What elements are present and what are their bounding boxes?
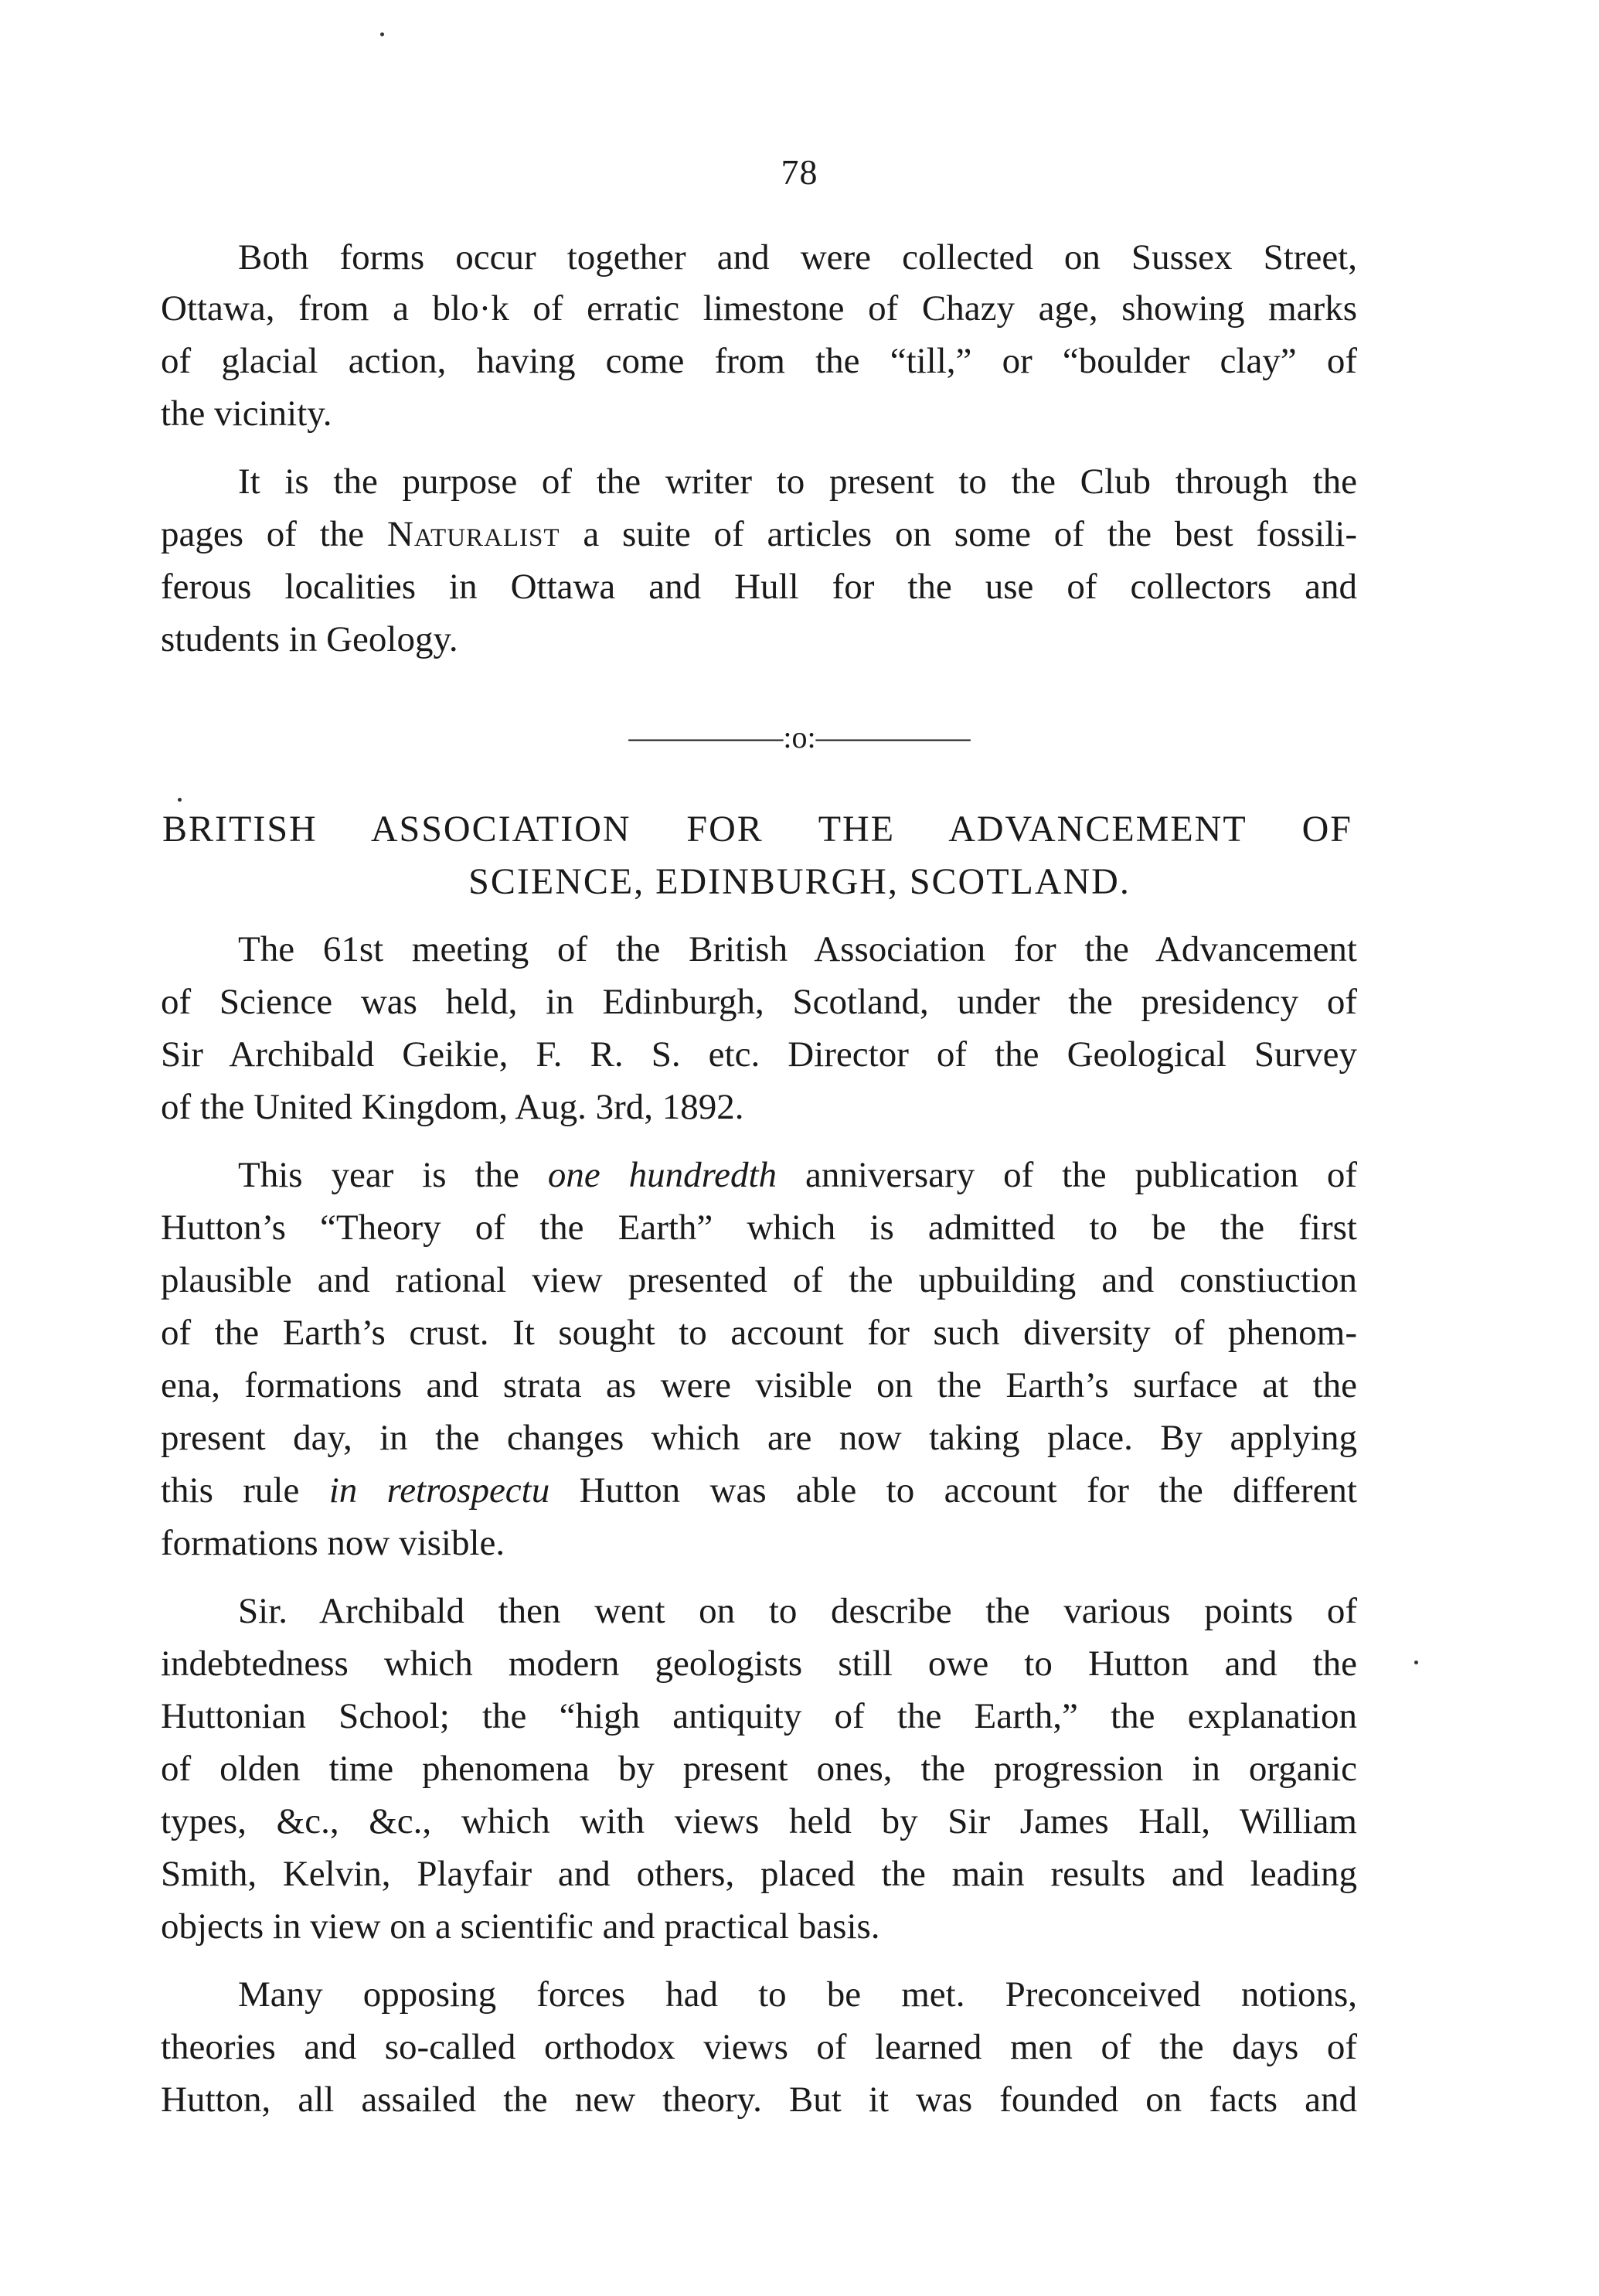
para6-line-2: theories and so-called orthodox views of learned men of the days of xyxy=(161,2027,1357,2067)
para5-line-5: types, &c., &c., which with views held by Sir James Hall, William xyxy=(161,1801,1357,1841)
para4-line-7-pre: this rule xyxy=(161,1470,329,1511)
para1-line-1: Both forms occur together and were collected on Sussex Street, xyxy=(238,237,1357,278)
scan-speck xyxy=(1414,1661,1418,1664)
scan-speck xyxy=(380,32,384,36)
para4-line-3: plausible and rational view presented of the upbuilding and constiuction xyxy=(161,1260,1357,1300)
para4-line-1 xyxy=(238,1157,1357,1194)
section-heading-line-2: SCIENCE, EDINBURGH, SCOTLAND. xyxy=(468,861,1131,902)
para6-line-1: Many opposing forces had to be met. Preconceived notions, xyxy=(238,1974,1357,2015)
para5-line-6: Smith, Kelvin, Playfair and others, placed the main results and leading xyxy=(161,1854,1357,1894)
para4-line-7-post: Hutton was able to account for the different xyxy=(549,1470,1357,1511)
naturalist-small-caps: Naturalist xyxy=(386,514,560,554)
para5-line-7: objects in view on a scientific and practical basis. xyxy=(161,1906,880,1947)
para5-line-1: Sir. Archibald then went on to describe the various points of xyxy=(238,1591,1357,1631)
para1-line-4: the vicinity. xyxy=(161,393,332,434)
para4-line-8: formations now visible. xyxy=(161,1523,505,1563)
para2-line-2-pre: pages of the xyxy=(161,514,387,554)
para3-line-1: The 61st meeting of the British Association for the Advancement xyxy=(238,929,1357,969)
para4-line-1-post: anniversary of the publication of xyxy=(777,1155,1357,1195)
para4-line-2: Hutton’s “Theory of the Earth” which is admitted to be the first xyxy=(161,1208,1357,1248)
para2-line-3: ferous localities in Ottawa and Hull for the use of collectors and xyxy=(161,567,1357,607)
para5-line-3: Huttonian School; the “high antiquity of the Earth,” the explanation xyxy=(161,1696,1357,1736)
in-retrospectu-italic: in retrospectu xyxy=(328,1470,550,1511)
para4-line-6: present day, in the changes which are now taking place. By applying xyxy=(161,1418,1357,1458)
para3-line-4: of the United Kingdom, Aug. 3rd, 1892. xyxy=(161,1087,744,1127)
section-divider: —————:o:————— xyxy=(628,720,971,755)
page-number: 78 xyxy=(781,152,818,192)
para2-line-1: It is the purpose of the writer to present to the Club through the xyxy=(238,462,1357,502)
para2-line-2-post: a suite of articles on some of the best fossili- xyxy=(560,514,1357,554)
scan-speck xyxy=(178,798,182,802)
para4-line-5: ena, formations and strata as were visible on the Earth’s surface at the xyxy=(161,1365,1357,1405)
para2-line-4: students in Geology. xyxy=(161,619,458,659)
section-heading-line-1: BRITISH ASSOCIATION FOR THE ADVANCEMENT OF xyxy=(162,809,1352,850)
para4-line-7 xyxy=(161,1470,1357,1511)
para5-line-2: indebtedness which modern geologists still owe to Hutton and the xyxy=(161,1644,1357,1684)
para1-line-2: Ottawa, from a blo·k of erratic limestone of Chazy age, showing marks xyxy=(161,288,1357,329)
para5-line-4: of olden time phenomena by present ones, the progression in organic xyxy=(161,1749,1357,1789)
para2-line-2 xyxy=(161,516,1357,553)
para4-line-1-pre: This year is the xyxy=(238,1155,548,1195)
para1-line-3: of glacial action, having come from the “till,” or “boulder clay” of xyxy=(161,341,1357,381)
para3-line-3: Sir Archibald Geikie, F. R. S. etc. Director of the Geological Survey xyxy=(161,1034,1357,1075)
para3-line-2: of Science was held, in Edinburgh, Scotland, under the presidency of xyxy=(161,982,1357,1022)
para6-line-3: Hutton, all assailed the new theory. But it was founded on facts and xyxy=(161,2080,1357,2120)
one-hundredth-italic: one hundredth xyxy=(547,1155,777,1195)
para4-line-4: of the Earth’s crust. It sought to account for such diversity of phenom- xyxy=(161,1313,1357,1353)
